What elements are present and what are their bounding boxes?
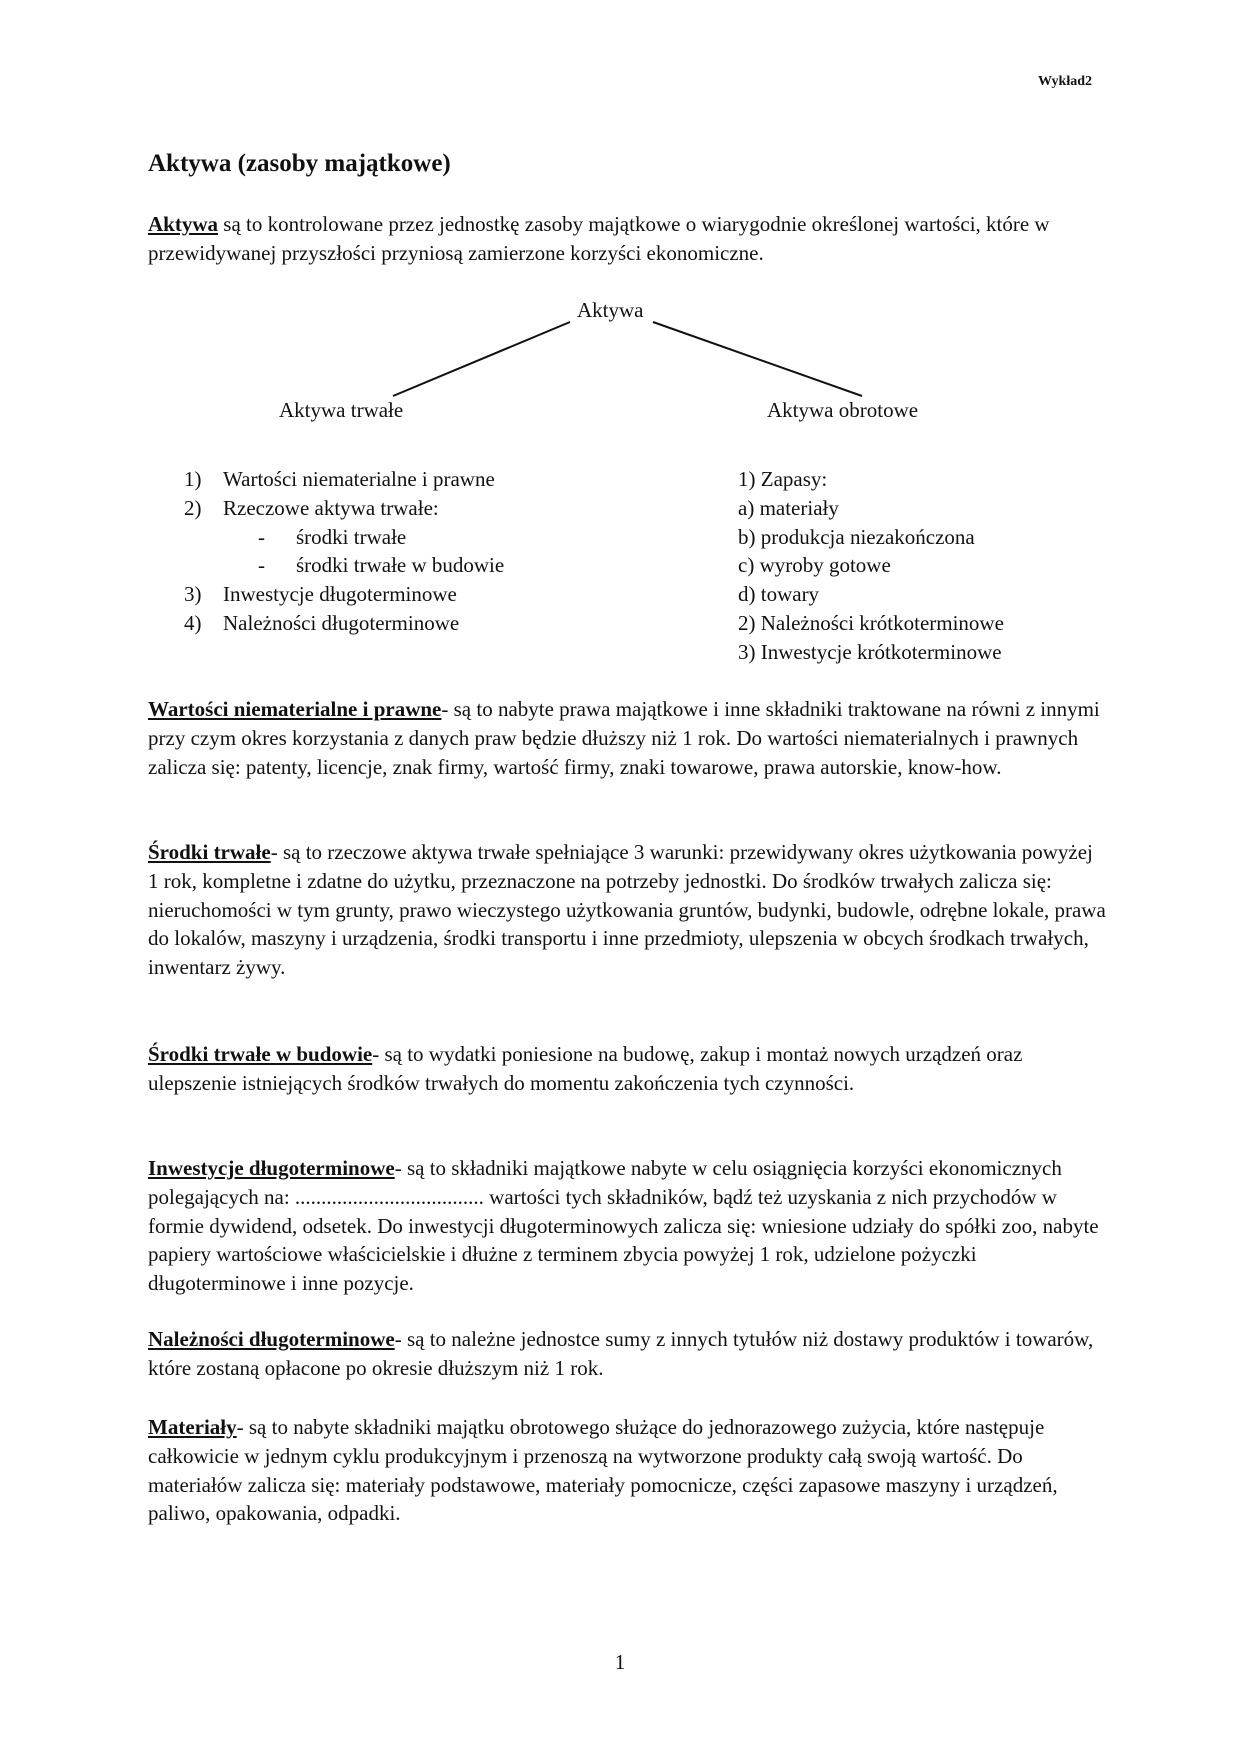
definition-term: Wartości niematerialne i prawne — [148, 697, 442, 721]
page-number: 1 — [614, 1650, 626, 1674]
definition-paragraph — [148, 1154, 1108, 1298]
diagram-right-label: Aktywa obrotowe — [767, 398, 919, 422]
list-subitem — [184, 523, 604, 552]
list-item: 2) Należności krótkoterminowe — [738, 610, 1004, 635]
list-item-number: 4) — [184, 610, 202, 635]
definition-term: Środki trwałe w budowie — [148, 1042, 373, 1066]
fixed-assets-list — [184, 465, 604, 638]
list-item — [184, 580, 604, 609]
list-item: d) towary — [738, 582, 820, 607]
list-item-text: środki trwałe w budowie — [296, 553, 505, 578]
diagram-root-label: Aktywa — [577, 298, 644, 322]
list-item — [184, 494, 604, 523]
tree-branch-left — [393, 322, 570, 396]
definition-term: Inwestycje długoterminowe — [148, 1156, 395, 1180]
definition-paragraph — [148, 695, 1108, 781]
list-item-text: środki trwałe — [296, 524, 407, 549]
definition-text: - są to wydatki poniesione na budowę, zakup i montaż nowych urządzeń oraz ulepszenie istniejących środków trwałych do momentu zakończenia tych czynności. — [148, 1042, 1023, 1095]
list-item-text: Inwestycje długoterminowe — [223, 582, 457, 607]
definition-term: Środki trwałe — [148, 840, 271, 864]
current-assets-list — [738, 465, 1158, 667]
definition-paragraph — [148, 838, 1108, 982]
list-item — [184, 609, 604, 638]
intro-term: Aktywa — [148, 212, 219, 236]
assets-tree-diagram — [0, 0, 1240, 460]
definition-text: - są to składniki majątkowe nabyte w celu osiągnięcia korzyści ekonomicznych polegających na: .................................... wartości tych składników, bądź też uzyskania z nich przychodów w formie dywidend, odsetek. Do inwestycji długoterminowych zalicza się: wniesione udziały do spółki zoo, nabyte papiery wartościowe właścicielskie i dłużne z terminem zbycia powyżej 1 rok, udzielone pożyczki długoterminowe i inne pozycje. — [148, 1156, 1099, 1296]
list-item-text: Wartości niematerialne i prawne — [223, 467, 495, 491]
definition-text: - są to nabyte prawa majątkowe i inne składniki traktowane na równi z innymi przy czym okres korzystania z danych praw będzie dłuższy niż 1 rok. Do wartości niematerialnych i prawnych zalicza się: patenty, licencje, znak firmy, wartość firmy, znaki towarowe, prawa autorskie, know-how. — [148, 697, 1100, 779]
list-item: 3) Inwestycje krótkoterminowe — [738, 639, 1002, 664]
list-item — [184, 465, 604, 494]
list-item-number: 2) — [184, 495, 202, 520]
page-title: Aktywa (zasoby majątkowe) — [148, 150, 451, 177]
list-item-dash: - — [258, 524, 265, 549]
tree-branch-right — [653, 322, 862, 396]
definition-term: Należności długoterminowe — [148, 1327, 395, 1351]
definition-text: - są to nabyte składniki majątku obrotowego służące do jednorazowego zużycia, które następuje całkowicie w jednym cyklu produkcyjnym i przenoszą na wytworzone produkty całą swoją wartość. Do materiałów zalicza się: materiały podstawowe, materiały pomocnicze, części zapasowe maszyny i urządzeń, paliwo, opakowania, odpadki. — [148, 1415, 1058, 1526]
definition-text: - są to rzeczowe aktywa trwałe spełniające 3 warunki: przewidywany okres użytkowania powyżej 1 rok, kompletne i zdatne do użytku, przeznaczone na potrzeby jednostki. Do środków trwałych zalicza się: nieruchomości w tym grunty, prawo wieczystego użytkowania gruntów, budynki, budowle, odrębne lokale, prawa do lokalów, maszyny i urządzenia, środki transportu i inne przedmioty, ulepszenia w obcych środkach trwałych, inwentarz żywy. — [148, 840, 1106, 980]
list-subitem — [184, 551, 604, 580]
intro-text: są to kontrolowane przez jednostkę zasoby majątkowe o wiarygodnie określonej wartości, które w przewidywanej przyszłości przyniosą zamierzone korzyści ekonomiczne. — [148, 212, 1050, 265]
list-item-text: Rzeczowe aktywa trwałe: — [223, 495, 439, 520]
list-item: b) produkcja niezakończona — [738, 524, 975, 549]
list-item-text: Należności długoterminowe — [223, 610, 460, 635]
list-item: a) materiały — [738, 495, 839, 520]
definition-term: Materiały — [148, 1415, 237, 1439]
diagram-left-label: Aktywa trwałe — [279, 398, 404, 422]
list-item-number: 3) — [184, 582, 202, 607]
lecture-label: Wykład2 — [1038, 74, 1092, 89]
definition-paragraph — [148, 1325, 1108, 1383]
list-item: c) wyroby gotowe — [738, 553, 891, 578]
definition-text: - są to należne jednostce sumy z innych tytułów niż dostawy produktów i towarów, które zostaną opłacone po okresie dłuższym niż 1 rok. — [148, 1327, 1094, 1380]
definition-paragraph — [148, 1040, 1108, 1098]
definition-paragraph — [148, 1413, 1108, 1528]
list-item-number: 1) — [184, 467, 202, 491]
list-item-dash: - — [258, 553, 265, 578]
list-item: 1) Zapasy: — [738, 467, 828, 491]
